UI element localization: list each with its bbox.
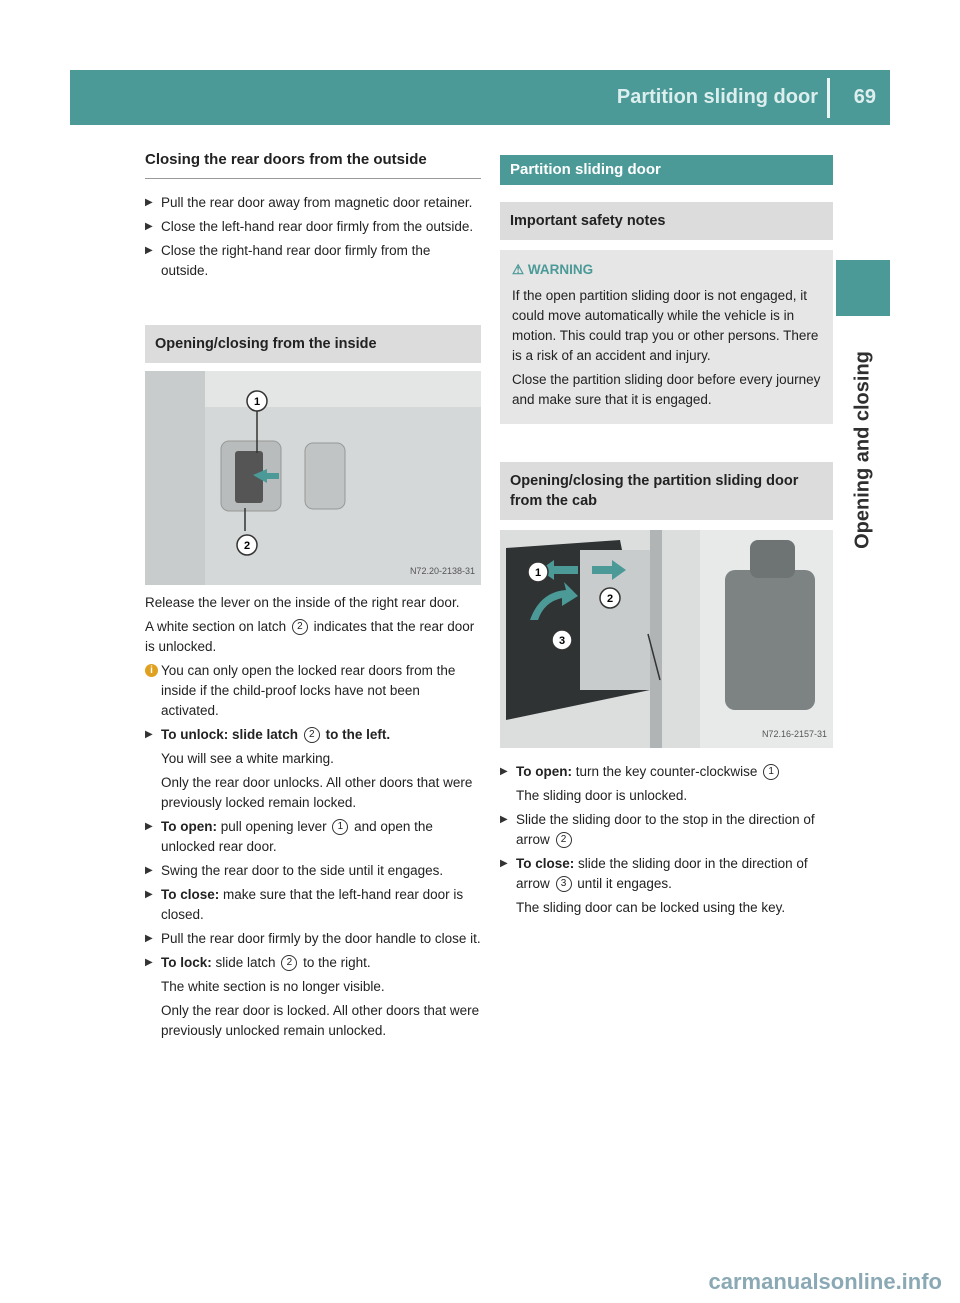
step-swing: ▶ Swing the rear door to the side until it engages. bbox=[145, 861, 481, 881]
callout-2: 2 bbox=[243, 540, 251, 552]
warning-box bbox=[500, 250, 833, 424]
callout-2: 2 bbox=[606, 593, 614, 605]
callout-1: 1 bbox=[534, 567, 542, 579]
warning-icon: ⚠ bbox=[512, 262, 525, 277]
warning-text-1: If the open partition sliding door is not engaged, it could move automatically while the vehicle is in motion. This could trap you or other persons. There is a risk of an accident and injury. bbox=[512, 288, 819, 363]
section-heading-partition: Partition sliding door bbox=[500, 155, 833, 185]
step-lock: ▶ To lock: slide latch 2 to the right. bbox=[145, 953, 481, 973]
safety-heading: Important safety notes bbox=[500, 202, 833, 240]
step-pull-handle: ▶ Pull the rear door firmly by the door handle to close it. bbox=[145, 929, 481, 949]
unlock-result-2: Only the rear door unlocks. All other doors that were previously locked remain locked. bbox=[161, 775, 473, 810]
para-white-section: A white section on latch 2 indicates that the rear door is unlocked. bbox=[145, 619, 475, 654]
header-separator bbox=[827, 78, 830, 118]
callout-1: 1 bbox=[253, 396, 261, 408]
figure-code: N72.20-2138-31 bbox=[409, 566, 475, 576]
page-number: 69 bbox=[853, 86, 876, 108]
close-result: The sliding door can be locked using the key. bbox=[516, 900, 786, 915]
left-column bbox=[145, 150, 481, 1045]
step-open-partition: ▶ To open: turn the key counter-clockwise 1 bbox=[500, 762, 833, 782]
chapter-label-text: Opening and closing bbox=[851, 351, 874, 549]
step-pull-door: ▶ Pull the rear door away from magnetic door retainer. bbox=[145, 193, 481, 213]
section-heading-closing-outside: Closing the rear doors from the outside bbox=[145, 150, 481, 179]
section-heading-opening-inside: Opening/closing from the inside bbox=[145, 325, 481, 363]
callout-3: 3 bbox=[558, 635, 566, 647]
step-close-left: ▶ Close the left-hand rear door firmly from the outside. bbox=[145, 217, 481, 237]
info-icon: i bbox=[145, 664, 158, 677]
footer-watermark: carmanualsonline.info bbox=[708, 1269, 942, 1294]
lock-result-1: The white section is no longer visible. bbox=[161, 979, 385, 994]
open-result: The sliding door is unlocked. bbox=[516, 788, 688, 803]
warning-header: ⚠ WARNING bbox=[512, 262, 594, 277]
chapter-tab bbox=[836, 260, 890, 316]
step-close: ▶ To close: make sure that the left-hand rear door is closed. bbox=[145, 885, 481, 925]
lock-result-2: Only the rear door is locked. All other doors that were previously unlocked remain unlocked. bbox=[161, 1003, 480, 1038]
warning-text-2: Close the partition sliding door before every journey and make sure that it is engaged. bbox=[512, 372, 821, 407]
figure-code: N72.16-2157-31 bbox=[761, 729, 827, 739]
header-title: Partition sliding door bbox=[616, 86, 818, 108]
step-close-partition: ▶ To close: slide the sliding door in the direction of arrow 3 until it engages. bbox=[500, 854, 833, 894]
chapter-label bbox=[836, 320, 890, 580]
para-release-lever: Release the lever on the inside of the right rear door. bbox=[145, 595, 460, 610]
step-unlock: ▶ To unlock: slide latch 2 to the left. bbox=[145, 725, 481, 745]
page-header bbox=[70, 70, 890, 125]
figure-rear-door-latch bbox=[145, 371, 481, 585]
step-slide: ▶ Slide the sliding door to the stop in the direction of arrow 2 bbox=[500, 810, 833, 850]
figure-partition-door bbox=[500, 530, 833, 748]
right-column bbox=[500, 155, 833, 922]
unlock-result-1: You will see a white marking. bbox=[161, 751, 334, 766]
section-heading-cab: Opening/closing the partition sliding door from the cab bbox=[500, 462, 833, 520]
step-open: ▶ To open: pull opening lever 1 and open the unlocked rear door. bbox=[145, 817, 481, 857]
latch-illustration bbox=[145, 371, 481, 585]
partition-illustration bbox=[500, 530, 833, 748]
step-close-right: ▶ Close the right-hand rear door firmly from the outside. bbox=[145, 241, 481, 281]
info-note: i You can only open the locked rear doors from the inside if the child-proof locks have not been activated. bbox=[145, 661, 481, 721]
